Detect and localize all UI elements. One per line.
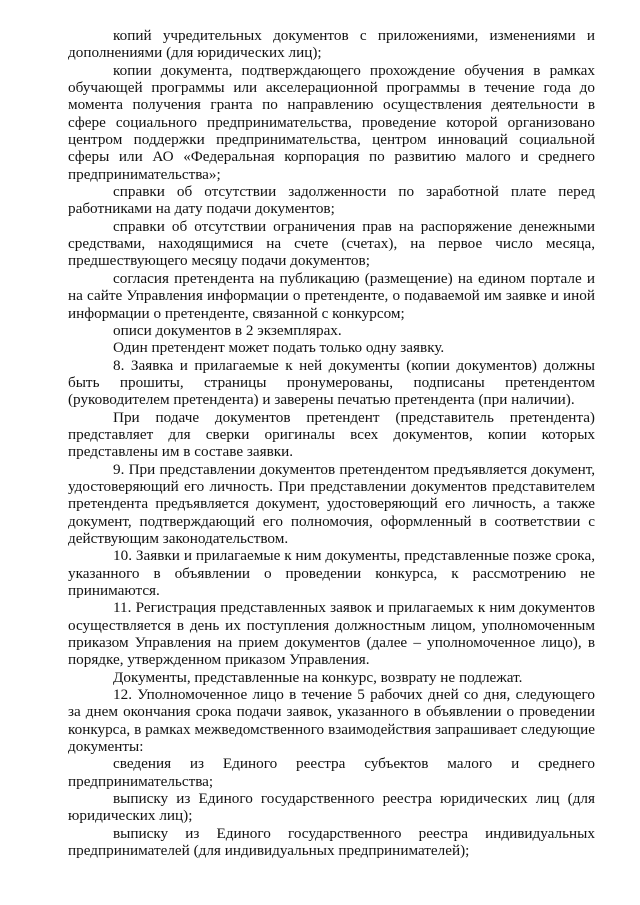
paragraph-item-12: 12. Уполномоченное лицо в течение 5 рабочих дней со дня, следующего за днем окончания срока подачи заявок, указанного в объявлении о проведении конкурса, в рамках межведомственного взаимодействия запрашивает следующие документы: [68, 686, 595, 756]
paragraph-no-return: Документы, представленные на конкурс, возврату не подлежат. [113, 668, 523, 686]
paragraph-item-8: 8. Заявка и прилагаемые к ней документы (копии документов) должны быть прошиты, страницы пронумерованы, подписаны претендентом (руководителем претендента) и заверены печатью претендента (при наличии). [68, 356, 595, 409]
paragraph-one-application: Один претендент может подать только одну заявку. [113, 339, 445, 357]
paragraph-no-account-restrictions: справки об отсутствии ограничения прав на распоряжение денежными средствами, находящимися на счете (счетах), на первое число месяца, предшествующего месяцу подачи документов; [68, 217, 595, 270]
paragraph-legal-entities-registry: выписку из Единого государственного реестра юридических лиц (для юридических лиц); [68, 790, 595, 825]
paragraph-no-wage-debt: справки об отсутствии задолженности по заработной плате перед работниками на дату подачи документов; [68, 183, 595, 218]
paragraph-originals: При подаче документов претендент (представитель претендента) представляет для сверки оригиналы всех документов, копии которых представлены им в составе заявки. [68, 408, 595, 461]
paragraph-item-11: 11. Регистрация представленных заявок и прилагаемых к ним документов осуществляется в день их поступления должностным лицом, уполномоченным приказом Управления на прием документов (далее – уполномоченное лицо), в порядке, утвержденном приказом Управления. [68, 599, 595, 669]
paragraph-item-9: 9. При представлении документов претендентом предъявляется документ, удостоверяющий его личность. При представлении документов представителем претендента предъявляется документ, удостоверяющий его личность, а также документ, подтверждающий его полномочия, оформленный в соответствии с действующим законодательством. [68, 460, 595, 547]
paragraph-founding-documents: копий учредительных документов с приложениями, изменениями и дополнениями (для юридических лиц); [68, 27, 595, 62]
paragraph-training-certificate: копии документа, подтверждающего прохождение обучения в рамках обучающей программы или акселерационной программы в течение года до момента получения гранта по направлению осуществления деятельности в сфере социального предпринимательства, проведение которой организовано центром поддержки предпринимательства, центром инноваций социальной сферы или АО «Федеральная корпорация по развитию малого и среднего предпринимательства»; [68, 61, 595, 183]
paragraph-entrepreneurs-registry: выписку из Единого государственного реестра индивидуальных предпринимателей (для индивидуальных предпринимателей); [68, 824, 595, 860]
paragraph-publication-consent: согласия претендента на публикацию (размещение) на едином портале и на сайте Управления информации о претенденте, о подаваемой им заявке и иной информации о претенденте, связанной с конкурсом; [68, 269, 595, 322]
paragraph-item-10: 10. Заявки и прилагаемые к ним документы, представленные позже срока, указанного в объявлении о проведении конкурса, к рассмотрению не принимаются. [68, 547, 595, 599]
paragraph-inventory: описи документов в 2 экземплярах. [113, 321, 342, 339]
document-page [68, 27, 595, 860]
paragraph-sme-registry: сведения из Единого реестра субъектов малого и среднего предпринимательства; [68, 755, 595, 790]
